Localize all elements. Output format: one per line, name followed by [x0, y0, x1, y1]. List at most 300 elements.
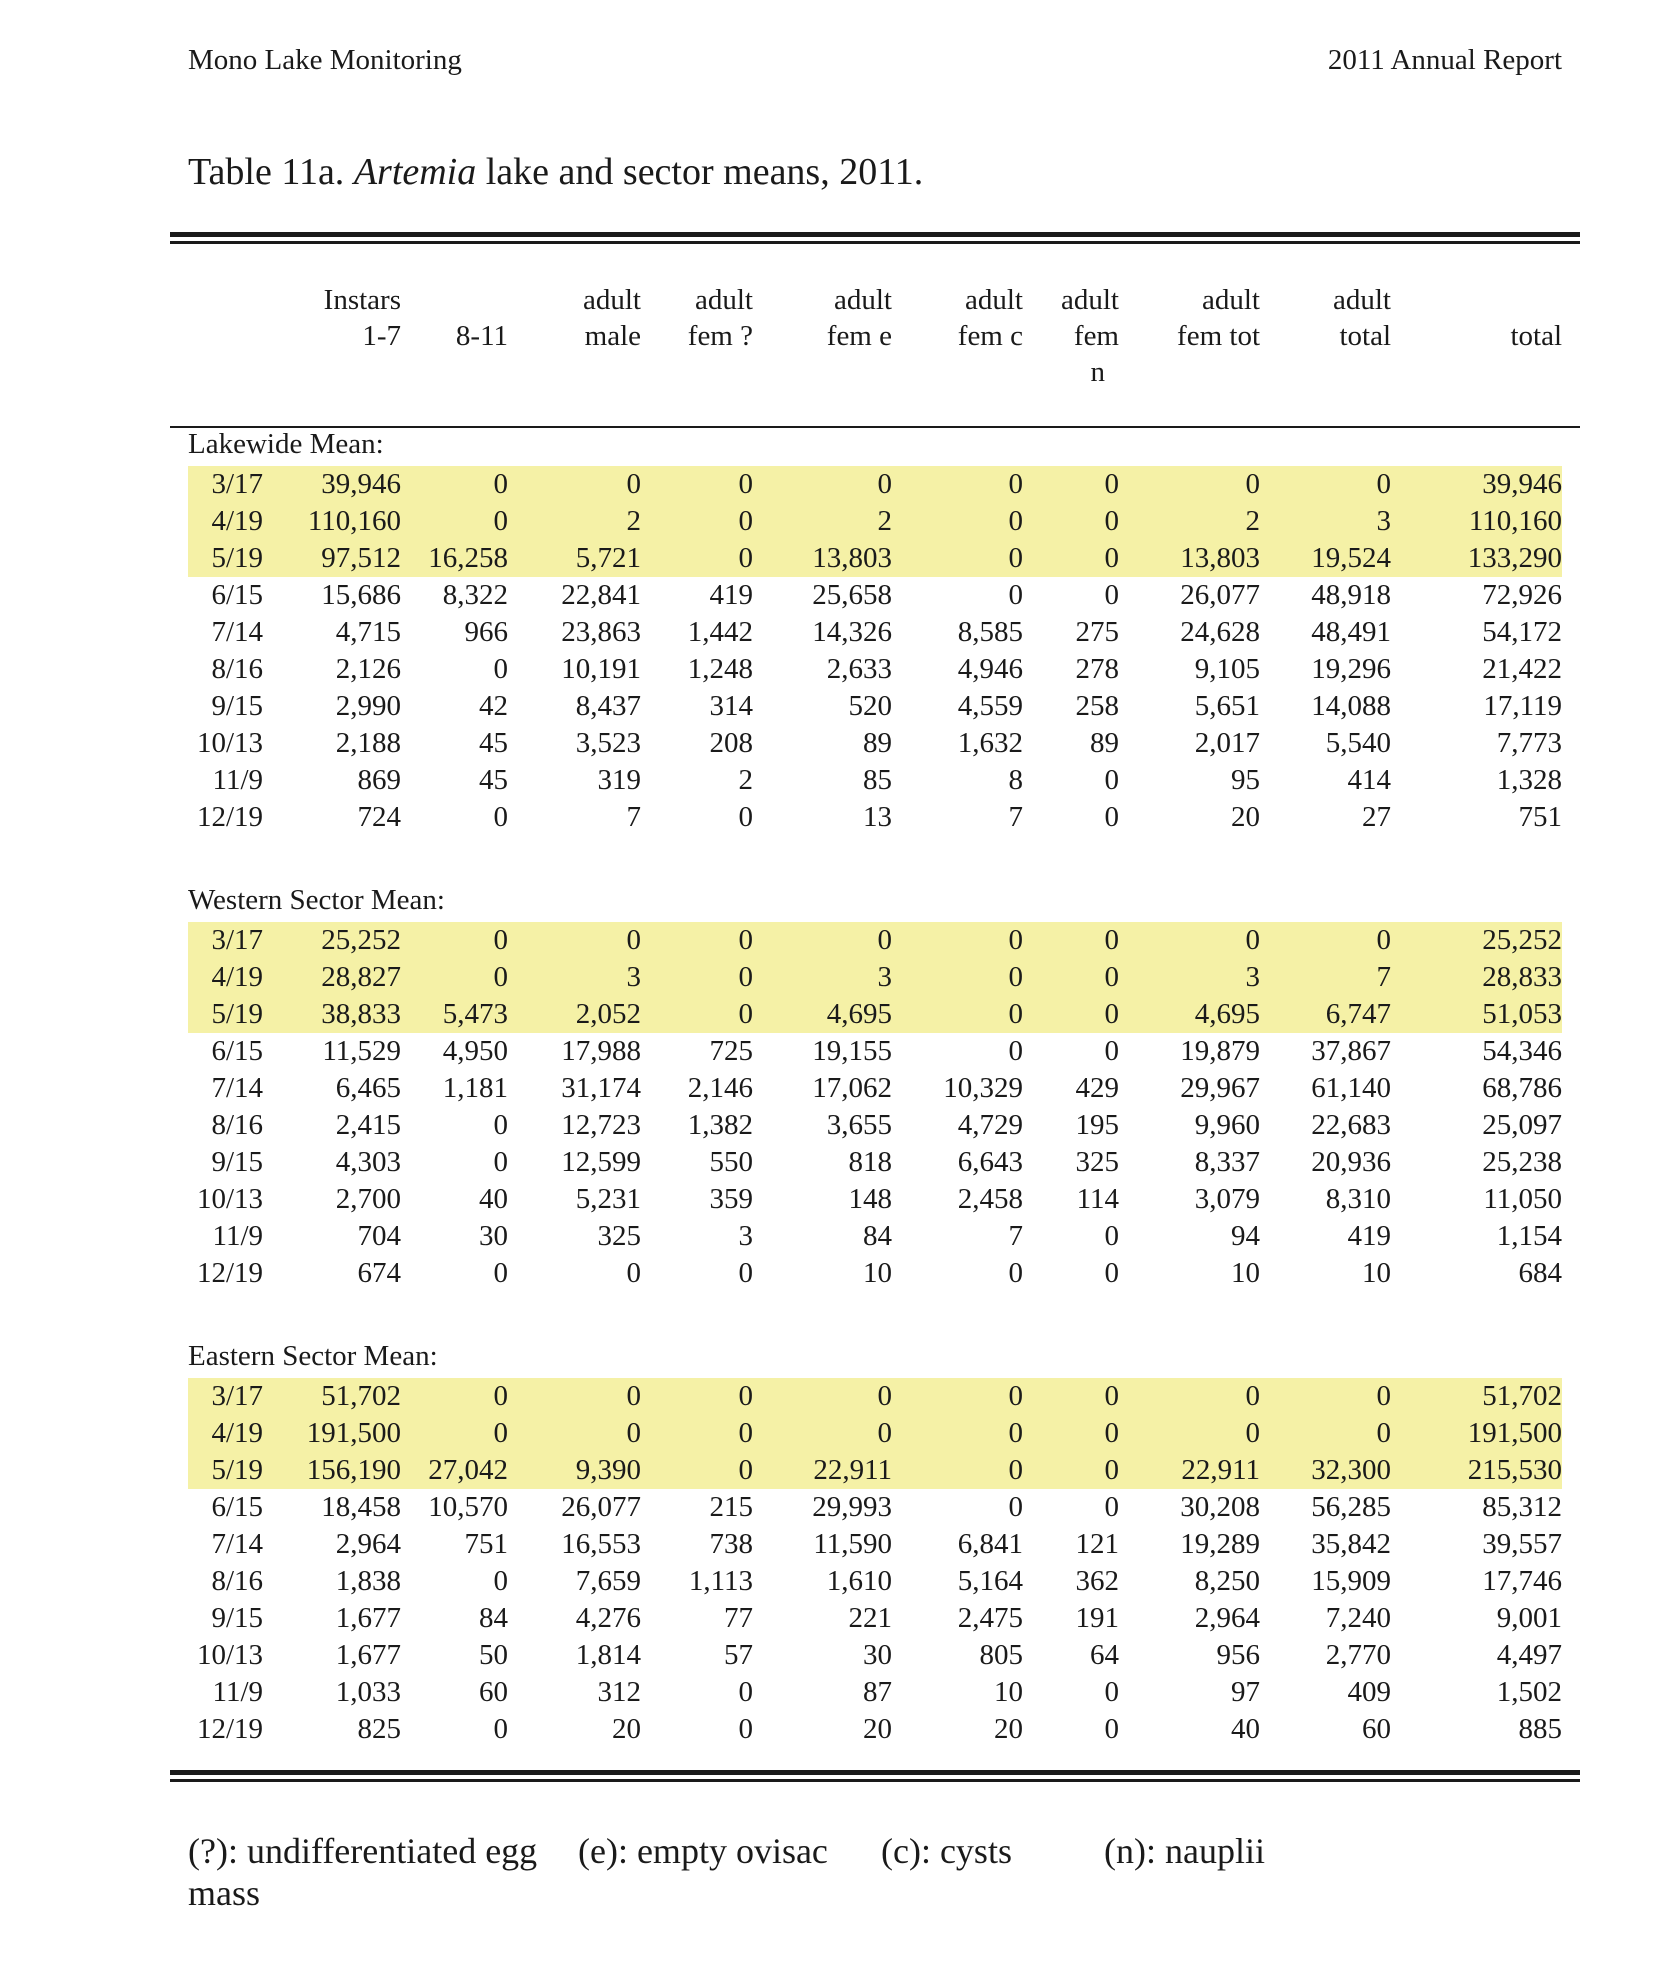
value-cell: 0	[641, 922, 753, 959]
table-row	[188, 1378, 1562, 1415]
value-cell: 0	[738, 1713, 753, 1745]
value-cell: 0	[1023, 996, 1119, 1033]
date-cell: 7/14	[211, 1072, 263, 1104]
table-row	[188, 922, 1562, 959]
value-cell: 0	[1104, 1035, 1119, 1067]
value-cell: 520	[848, 690, 892, 722]
value-cell: 0	[401, 1415, 508, 1452]
value-cell: 359	[709, 1183, 753, 1215]
value-cell: 3,655	[826, 1109, 892, 1141]
column-header-line	[892, 354, 1023, 390]
column-header-line	[508, 354, 641, 390]
value-cell: 0	[1023, 540, 1119, 577]
value-cell: 0	[401, 922, 508, 959]
table-row	[188, 1107, 1562, 1144]
value-cell: 2,770	[1325, 1639, 1391, 1671]
value-cell: 1,502	[1496, 1676, 1562, 1708]
value-cell: 77	[724, 1602, 753, 1634]
value-cell: 13,803	[753, 540, 892, 577]
footnote	[188, 1830, 1265, 1914]
value-cell: 97	[1231, 1676, 1260, 1708]
section-title-row	[188, 422, 1562, 466]
value-cell: 56,285	[1311, 1491, 1391, 1523]
column-header	[892, 282, 1023, 422]
value-cell: 7	[1260, 959, 1391, 996]
value-cell: 89	[863, 727, 892, 759]
value-cell: 54,346	[1482, 1035, 1562, 1067]
value-cell: 3,523	[575, 727, 641, 759]
value-cell: 29,967	[1180, 1072, 1260, 1104]
column-header	[1260, 282, 1391, 422]
table-row	[188, 540, 1562, 577]
value-cell: 278	[1075, 653, 1119, 685]
value-cell: 0	[1260, 922, 1391, 959]
value-cell: 2	[738, 764, 753, 796]
value-cell: 27	[1362, 801, 1391, 833]
value-cell: 0	[1260, 466, 1391, 503]
value-cell: 4,303	[335, 1146, 401, 1178]
column-header-line: adult	[965, 284, 1023, 316]
section-title: Western Sector Mean:	[188, 884, 445, 916]
value-cell: 3	[1260, 503, 1391, 540]
column-header-line: male	[584, 320, 641, 352]
table-row	[188, 1218, 1562, 1255]
value-cell: 26,077	[1180, 579, 1260, 611]
value-cell: 314	[709, 690, 753, 722]
table-row	[188, 1181, 1562, 1218]
value-cell: 0	[892, 996, 1023, 1033]
value-cell: 9,001	[1496, 1602, 1562, 1634]
value-cell: 5,231	[575, 1183, 641, 1215]
column-header-line: total	[1339, 320, 1391, 352]
table-row	[188, 1526, 1562, 1563]
column-header-line	[1119, 354, 1260, 390]
value-cell: 2,188	[335, 727, 401, 759]
value-cell: 22,841	[561, 579, 641, 611]
caption-species: Artemia	[353, 151, 477, 193]
artemia-table	[188, 282, 1562, 1748]
table-row	[188, 614, 1562, 651]
value-cell: 1,610	[826, 1565, 892, 1597]
value-cell: 51,053	[1391, 996, 1562, 1033]
value-cell: 31,174	[561, 1072, 641, 1104]
value-cell: 0	[626, 1257, 641, 1289]
value-cell: 3	[508, 959, 641, 996]
value-cell: 0	[401, 1378, 508, 1415]
value-cell: 208	[709, 727, 753, 759]
value-cell: 87	[863, 1676, 892, 1708]
value-cell: 8,337	[1194, 1146, 1260, 1178]
date-cell: 10/13	[196, 1183, 263, 1215]
value-cell: 4,729	[957, 1109, 1023, 1141]
section-title: Eastern Sector Mean:	[188, 1340, 438, 1372]
value-cell: 23,863	[561, 616, 641, 648]
value-cell: 19,524	[1260, 540, 1391, 577]
value-cell: 6,747	[1260, 996, 1391, 1033]
column-header-line: adult	[1202, 284, 1260, 316]
value-cell: 0	[641, 1452, 753, 1489]
column-header	[753, 282, 892, 422]
date-cell: 6/15	[211, 579, 263, 611]
date-cell: 10/13	[196, 727, 263, 759]
date-cell: 11/9	[212, 764, 263, 796]
value-cell: 4,559	[957, 690, 1023, 722]
table-row	[188, 725, 1562, 762]
value-cell: 8,310	[1325, 1183, 1391, 1215]
value-cell: 0	[1104, 764, 1119, 796]
value-cell: 275	[1075, 616, 1119, 648]
value-cell: 8,250	[1194, 1565, 1260, 1597]
value-cell: 148	[848, 1183, 892, 1215]
value-cell: 54,172	[1482, 616, 1562, 648]
value-cell: 50	[479, 1639, 508, 1671]
column-header-line	[753, 354, 892, 390]
value-cell: 2,964	[335, 1528, 401, 1560]
value-cell: 0	[1023, 959, 1119, 996]
value-cell: 14,326	[812, 616, 892, 648]
date-cell: 7/14	[211, 616, 263, 648]
column-header-date	[188, 282, 263, 422]
table-row	[188, 1563, 1562, 1600]
header-left: Mono Lake Monitoring	[188, 44, 462, 76]
table-row	[188, 1255, 1562, 1292]
date-cell: 10/13	[196, 1639, 263, 1671]
value-cell: 0	[738, 801, 753, 833]
value-cell: 14,088	[1311, 690, 1391, 722]
value-cell: 0	[753, 1415, 892, 1452]
spacer-cell	[188, 1292, 1562, 1334]
value-cell: 2,990	[335, 690, 401, 722]
value-cell: 84	[863, 1220, 892, 1252]
value-cell: 2,964	[1194, 1602, 1260, 1634]
value-cell: 30	[863, 1639, 892, 1671]
value-cell: 8,437	[575, 690, 641, 722]
value-cell: 19,155	[812, 1035, 892, 1067]
value-cell: 25,658	[812, 579, 892, 611]
table-row	[188, 503, 1562, 540]
table-row	[188, 577, 1562, 614]
column-header-line: adult	[1333, 284, 1391, 316]
value-cell: 51,702	[263, 1378, 401, 1415]
value-cell: 704	[357, 1220, 401, 1252]
spacer-cell	[188, 836, 1562, 878]
value-cell: 0	[1119, 922, 1260, 959]
value-cell: 2,415	[335, 1109, 401, 1141]
value-cell: 4,695	[1119, 996, 1260, 1033]
column-header-line	[641, 354, 753, 390]
header-right: 2011 Annual Report	[1327, 44, 1562, 76]
value-cell: 8,322	[442, 579, 508, 611]
value-cell: 9,390	[508, 1452, 641, 1489]
value-cell: 0	[892, 959, 1023, 996]
value-cell: 0	[892, 922, 1023, 959]
value-cell: 20	[1231, 801, 1260, 833]
value-cell: 885	[1518, 1713, 1562, 1745]
table-row	[188, 1415, 1562, 1452]
value-cell: 0	[1260, 1378, 1391, 1415]
value-cell: 114	[1076, 1183, 1119, 1215]
column-header-line	[263, 354, 401, 390]
footnote-ovisac: (e): empty ovisac	[578, 1831, 828, 1871]
table-caption	[188, 150, 923, 194]
value-cell: 2	[1119, 503, 1260, 540]
value-cell: 674	[357, 1257, 401, 1289]
table-row	[188, 651, 1562, 688]
value-cell: 0	[401, 503, 508, 540]
value-cell: 94	[1231, 1220, 1260, 1252]
value-cell: 1,814	[575, 1639, 641, 1671]
caption-prefix: Table 11a.	[188, 151, 345, 193]
value-cell: 0	[641, 959, 753, 996]
value-cell: 195	[1075, 1109, 1119, 1141]
table-row	[188, 959, 1562, 996]
value-cell: 1,154	[1496, 1220, 1562, 1252]
value-cell: 12,723	[561, 1109, 641, 1141]
table-body	[188, 422, 1562, 1748]
value-cell: 0	[1119, 1415, 1260, 1452]
value-cell: 17,988	[561, 1035, 641, 1067]
value-cell: 61,140	[1311, 1072, 1391, 1104]
value-cell: 0	[641, 1415, 753, 1452]
value-cell: 16,553	[561, 1528, 641, 1560]
table-row	[188, 1637, 1562, 1674]
value-cell: 22,683	[1311, 1109, 1391, 1141]
value-cell: 1,248	[687, 653, 753, 685]
table-head	[188, 282, 1562, 422]
value-cell: 3	[738, 1220, 753, 1252]
value-cell: 5,721	[508, 540, 641, 577]
value-cell: 0	[1104, 1713, 1119, 1745]
date-cell: 5/19	[188, 1452, 263, 1489]
date-cell: 7/14	[211, 1528, 263, 1560]
value-cell: 20,936	[1311, 1146, 1391, 1178]
value-cell: 0	[892, 540, 1023, 577]
value-cell: 0	[1023, 1452, 1119, 1489]
value-cell: 0	[753, 466, 892, 503]
section-spacer	[188, 836, 1562, 878]
value-cell: 3	[1119, 959, 1260, 996]
value-cell: 1,677	[335, 1602, 401, 1634]
value-cell: 20	[612, 1713, 641, 1745]
value-cell: 7,659	[575, 1565, 641, 1597]
top-double-rule	[170, 232, 1580, 244]
value-cell: 725	[709, 1035, 753, 1067]
value-cell: 12,599	[561, 1146, 641, 1178]
value-cell: 10,329	[943, 1072, 1023, 1104]
value-cell: 0	[1023, 1378, 1119, 1415]
column-header-line: fem ?	[687, 320, 753, 352]
value-cell: 1,442	[687, 616, 753, 648]
column-header	[508, 282, 641, 422]
value-cell: 51,702	[1391, 1378, 1562, 1415]
value-cell: 684	[1518, 1257, 1562, 1289]
value-cell: 5,473	[401, 996, 508, 1033]
value-cell: 0	[641, 466, 753, 503]
value-cell: 751	[1518, 801, 1562, 833]
column-header-line: adult	[583, 284, 641, 316]
section-title-row	[188, 878, 1562, 922]
table-row	[188, 762, 1562, 799]
value-cell: 21,422	[1482, 653, 1562, 685]
value-cell: 57	[724, 1639, 753, 1671]
value-cell: 1,382	[687, 1109, 753, 1141]
column-header	[1023, 282, 1119, 422]
value-cell: 20	[994, 1713, 1023, 1745]
value-cell: 0	[1104, 1676, 1119, 1708]
value-cell: 312	[597, 1676, 641, 1708]
value-cell: 0	[493, 1109, 508, 1141]
value-cell: 429	[1075, 1072, 1119, 1104]
value-cell: 0	[1119, 466, 1260, 503]
value-cell: 30,208	[1180, 1491, 1260, 1523]
section-title: Lakewide Mean:	[188, 428, 384, 460]
date-cell: 5/19	[188, 996, 263, 1033]
value-cell: 15,686	[321, 579, 401, 611]
value-cell: 9,960	[1194, 1109, 1260, 1141]
table-row	[188, 1033, 1562, 1070]
value-cell: 0	[892, 503, 1023, 540]
value-cell: 9,105	[1194, 653, 1260, 685]
value-cell: 10	[1231, 1257, 1260, 1289]
value-cell: 550	[709, 1146, 753, 1178]
value-cell: 40	[1231, 1713, 1260, 1745]
value-cell: 0	[401, 466, 508, 503]
value-cell: 0	[508, 1415, 641, 1452]
value-cell: 0	[641, 1378, 753, 1415]
value-cell: 0	[493, 1257, 508, 1289]
value-cell: 6,841	[957, 1528, 1023, 1560]
table-row	[188, 1144, 1562, 1181]
date-cell: 6/15	[211, 1491, 263, 1523]
column-header-line: n	[1090, 356, 1105, 388]
column-header-line	[1260, 354, 1391, 390]
value-cell: 215,530	[1391, 1452, 1562, 1489]
value-cell: 7	[1008, 801, 1023, 833]
value-cell: 5,651	[1194, 690, 1260, 722]
value-cell: 419	[1347, 1220, 1391, 1252]
value-cell: 32,300	[1260, 1452, 1391, 1489]
value-cell: 2,126	[335, 653, 401, 685]
value-cell: 48,918	[1311, 579, 1391, 611]
caption-suffix: lake and sector means, 2011.	[485, 151, 924, 193]
value-cell: 956	[1216, 1639, 1260, 1671]
column-header-line: 1-7	[362, 320, 401, 352]
value-cell: 0	[1023, 922, 1119, 959]
value-cell: 2,700	[335, 1183, 401, 1215]
value-cell: 68,786	[1482, 1072, 1562, 1104]
value-cell: 966	[464, 616, 508, 648]
value-cell: 1,677	[335, 1639, 401, 1671]
value-cell: 0	[892, 1415, 1023, 1452]
value-cell: 25,252	[1391, 922, 1562, 959]
value-cell: 818	[848, 1146, 892, 1178]
date-cell: 12/19	[196, 801, 263, 833]
value-cell: 24,628	[1180, 616, 1260, 648]
value-cell: 2	[753, 503, 892, 540]
value-cell: 25,238	[1482, 1146, 1562, 1178]
value-cell: 0	[641, 996, 753, 1033]
value-cell: 133,290	[1391, 540, 1562, 577]
value-cell: 1,113	[688, 1565, 753, 1597]
date-cell: 8/16	[211, 1565, 263, 1597]
footnote-cysts: (c): cysts	[881, 1831, 1012, 1871]
value-cell: 1,632	[957, 727, 1023, 759]
value-cell: 0	[753, 922, 892, 959]
value-cell: 0	[738, 1676, 753, 1708]
column-header-line: fem e	[826, 320, 892, 352]
value-cell: 85	[863, 764, 892, 796]
date-cell: 9/15	[211, 1146, 263, 1178]
value-cell: 2,475	[957, 1602, 1023, 1634]
table-row	[188, 466, 1562, 503]
table-row	[188, 1711, 1562, 1748]
value-cell: 13,803	[1119, 540, 1260, 577]
value-cell: 191,500	[1391, 1415, 1562, 1452]
value-cell: 0	[1104, 1220, 1119, 1252]
value-cell: 7,773	[1496, 727, 1562, 759]
value-cell: 869	[357, 764, 401, 796]
value-cell: 4,276	[575, 1602, 641, 1634]
value-cell: 10	[863, 1257, 892, 1289]
value-cell: 0	[493, 801, 508, 833]
value-cell: 0	[753, 1378, 892, 1415]
value-cell: 38,833	[263, 996, 401, 1033]
value-cell: 3	[753, 959, 892, 996]
value-cell: 64	[1090, 1639, 1119, 1671]
value-cell: 325	[1075, 1146, 1119, 1178]
value-cell: 17,062	[812, 1072, 892, 1104]
value-cell: 319	[597, 764, 641, 796]
value-cell: 191	[1075, 1602, 1119, 1634]
value-cell: 20	[863, 1713, 892, 1745]
value-cell: 40	[479, 1183, 508, 1215]
column-header-line: fem c	[957, 320, 1023, 352]
value-cell: 0	[508, 466, 641, 503]
value-cell: 39,946	[1391, 466, 1562, 503]
date-cell: 4/19	[188, 1415, 263, 1452]
value-cell: 0	[1104, 1491, 1119, 1523]
value-cell: 805	[979, 1639, 1023, 1671]
value-cell: 30	[479, 1220, 508, 1252]
value-cell: 45	[479, 764, 508, 796]
value-cell: 7,240	[1325, 1602, 1391, 1634]
value-cell: 2,052	[508, 996, 641, 1033]
value-cell: 25,252	[263, 922, 401, 959]
column-header-line	[1391, 354, 1562, 390]
value-cell: 215	[709, 1491, 753, 1523]
value-cell: 414	[1347, 764, 1391, 796]
value-cell: 191,500	[263, 1415, 401, 1452]
value-cell: 1,033	[335, 1676, 401, 1708]
value-cell: 0	[641, 503, 753, 540]
value-cell: 2,633	[826, 653, 892, 685]
value-cell: 13	[863, 801, 892, 833]
value-cell: 17,746	[1482, 1565, 1562, 1597]
value-cell: 110,160	[1391, 503, 1562, 540]
value-cell: 1,838	[335, 1565, 401, 1597]
value-cell: 60	[479, 1676, 508, 1708]
value-cell: 4,950	[442, 1035, 508, 1067]
column-header-line: adult	[834, 284, 892, 316]
value-cell: 0	[1008, 579, 1023, 611]
column-header-line	[401, 282, 508, 318]
table-row	[188, 996, 1562, 1033]
date-cell: 11/9	[212, 1676, 263, 1708]
value-cell: 97,512	[263, 540, 401, 577]
footnote-egg-mass: (?): undifferentiated egg mass	[188, 1831, 538, 1913]
value-cell: 15,909	[1311, 1565, 1391, 1597]
column-header	[263, 282, 401, 422]
